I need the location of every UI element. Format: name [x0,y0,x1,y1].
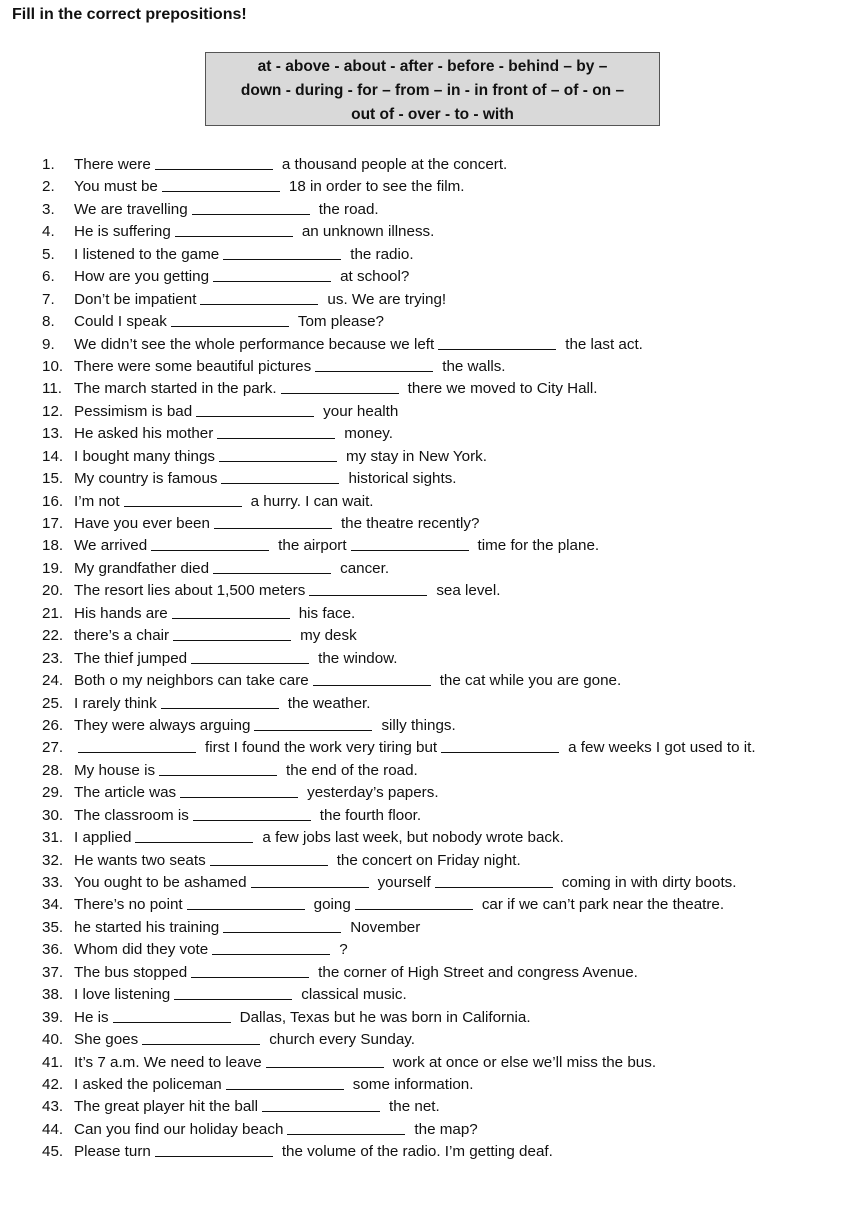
exercise-item [42,356,842,378]
exercise-item [42,244,842,266]
answer-blank[interactable] [124,492,242,507]
item-text: How are you getting [74,268,210,286]
item-text: The resort lies about 1,500 meters [74,582,306,600]
item-text: classical music. [301,986,407,1004]
item-number: 22. [42,627,64,645]
item-text: Can you find our holiday beach [74,1120,284,1138]
item-text: a few weeks I got used to it. [568,739,756,757]
answer-blank[interactable] [226,1075,344,1090]
item-text: ? [339,941,348,959]
item-text: The great player hit the ball [74,1098,259,1116]
item-text: It’s 7 a.m. We need to leave [74,1053,262,1071]
item-text: the road. [318,200,379,218]
item-text: the corner of High Street and congress Avenue. [318,963,638,981]
item-number: 37. [42,963,64,981]
item-number: 44. [42,1120,64,1138]
item-text: They were always arguing [74,716,251,734]
item-text: He asked his mother [74,425,214,443]
exercise-item [42,1029,842,1051]
item-text: yesterday’s papers. [307,784,439,802]
answer-blank[interactable] [251,873,369,888]
item-text: My house is [74,761,156,779]
item-text: the cat while you are gone. [439,672,622,690]
item-number: 29. [42,784,64,802]
item-text: the walls. [442,357,506,375]
answer-blank[interactable] [191,649,309,664]
item-text: Dallas, Texas but he was born in California. [239,1008,531,1026]
exercise-item [42,535,842,557]
item-text: a hurry. I can wait. [250,492,374,510]
answer-blank[interactable] [441,738,559,753]
item-text: We didn’t see the whole performance because we left [74,335,435,353]
item-number: 9. [42,335,55,353]
item-text: the theatre recently? [340,515,480,532]
worksheet-title: Fill in the correct prepositions! [12,6,247,23]
word-bank-line-2: down - during - for – from – in - in front of – of - on – [240,82,625,99]
item-text: there we moved to City Hall. [407,380,598,398]
item-text: some information. [352,1075,474,1093]
item-text: the window. [318,649,398,667]
item-text: the last act. [565,335,643,353]
answer-blank[interactable] [212,940,330,955]
exercise-item [42,670,842,692]
item-text: I asked the policeman [74,1075,222,1093]
item-text: my desk [300,627,357,645]
answer-blank[interactable] [213,559,331,574]
exercise-list [42,154,842,1164]
item-number: 28. [42,761,64,779]
item-text: Don’t be impatient [74,290,197,308]
answer-blank[interactable] [200,290,318,305]
item-text: sea level. [436,582,501,600]
answer-blank[interactable] [219,447,337,462]
item-text: the net. [389,1098,440,1116]
item-text: there’s a chair [74,627,170,645]
item-text: You ought to be ashamed [74,874,247,891]
item-text: Pessimism is bad [74,402,193,420]
exercise-item [42,715,842,737]
exercise-item [42,827,842,849]
exercise-item [42,1052,842,1074]
item-number: 30. [42,806,64,824]
answer-blank[interactable] [155,155,273,170]
exercise-item [42,378,842,400]
item-text: the weather. [287,694,371,712]
answer-blank[interactable] [254,716,372,731]
exercise-item [42,580,842,602]
exercise-item [42,872,842,894]
item-number: 6. [42,268,55,286]
item-text: I applied [74,829,132,847]
exercise-item [42,266,842,288]
item-text: I rarely think [74,694,157,712]
exercise-item [42,199,842,221]
answer-blank[interactable] [172,604,290,619]
answer-blank[interactable] [187,895,305,910]
item-number: 10. [42,357,64,375]
item-text: my stay in New York. [346,447,487,465]
exercise-item [42,693,842,715]
item-text: The bus stopped [74,963,188,981]
item-text: us. We are trying! [327,290,447,308]
answer-blank[interactable] [171,312,289,327]
answer-blank[interactable] [151,536,269,551]
item-text: work at once or else we’ll miss the bus. [392,1053,657,1071]
exercise-item [42,962,842,984]
exercise-item [42,782,842,804]
item-number: 2. [42,178,55,196]
answer-blank[interactable] [313,671,431,686]
item-number: 25. [42,694,64,712]
item-text: November [350,918,421,936]
item-text: 18 in order to see the film. [288,178,465,196]
answer-blank[interactable] [213,267,331,282]
item-text: at school? [340,268,410,286]
answer-blank[interactable] [223,918,341,933]
exercise-item [42,558,842,580]
item-text: the airport [278,537,347,555]
answer-blank[interactable] [210,851,328,866]
item-number: 43. [42,1098,64,1116]
exercise-item [42,894,842,916]
item-number: 38. [42,986,64,1004]
exercise-item [42,737,842,759]
item-text: Have you ever been [74,515,210,532]
exercise-item [42,289,842,311]
item-number: 8. [42,313,55,331]
item-text: your health [323,402,399,420]
item-number: 3. [42,200,55,218]
item-text: cancer. [340,559,390,577]
item-number: 26. [42,716,64,734]
answer-blank[interactable] [223,245,341,260]
item-text: the volume of the radio. I’m getting deaf. [281,1143,553,1161]
exercise-item [42,468,842,490]
item-text: money. [344,425,393,443]
item-text: I love listening [74,986,171,1004]
item-number: 11. [42,380,62,398]
exercise-item [42,984,842,1006]
item-text: historical sights. [348,470,457,488]
item-text: There were [74,156,151,173]
answer-blank[interactable] [217,424,335,439]
item-text: an unknown illness. [301,223,435,241]
answer-blank[interactable] [214,514,332,529]
item-number: 36. [42,941,64,959]
item-number: 4. [42,223,55,241]
item-number: 45. [42,1143,64,1161]
exercise-item [42,939,842,961]
answer-blank[interactable] [281,379,399,394]
exercise-item [42,917,842,939]
exercise-item [42,1119,842,1141]
answer-blank[interactable] [161,694,279,709]
answer-blank[interactable] [192,200,310,215]
answer-blank[interactable] [262,1097,380,1112]
item-number: 35. [42,918,64,936]
exercise-item [42,401,842,423]
answer-blank[interactable] [287,1120,405,1135]
item-text: Could I speak [74,313,167,331]
item-text: We arrived [74,537,148,555]
item-text: He wants two seats [74,851,206,869]
item-text: the map? [414,1120,478,1138]
item-number: 42. [42,1075,64,1093]
exercise-item [42,423,842,445]
item-number: 31. [42,829,64,847]
answer-blank[interactable] [78,738,196,753]
item-text: My country is famous [74,470,218,488]
item-number: 5. [42,245,55,263]
item-text: the radio. [350,245,414,263]
exercise-item [42,805,842,827]
item-text: The classroom is [74,806,189,824]
answer-blank[interactable] [173,626,291,641]
exercise-item [42,1074,842,1096]
item-text: My grandfather died [74,559,210,577]
item-number: 18. [42,537,64,555]
item-text: The thief jumped [74,649,188,667]
answer-blank[interactable] [355,895,473,910]
exercise-item [42,446,842,468]
item-text: He is suffering [74,223,171,241]
exercise-item [42,513,842,535]
item-text: The article was [74,784,177,802]
item-number: 7. [42,290,55,308]
exercise-item [42,625,842,647]
item-number: 33. [42,874,64,891]
item-number: 19. [42,559,64,577]
item-text: His hands are [74,604,168,622]
exercise-item [42,760,842,782]
item-text: Please turn [74,1143,151,1161]
answer-blank[interactable] [113,1008,231,1023]
item-text: Tom please? [297,313,384,331]
item-number: 24. [42,672,64,690]
word-bank-box [205,52,660,126]
exercise-item [42,850,842,872]
item-text: Both o my neighbors can take care [74,672,309,690]
answer-blank[interactable] [266,1053,384,1068]
item-text: time for the plane. [477,537,600,555]
item-number: 41. [42,1053,64,1071]
item-text: his face. [298,604,356,622]
item-text: the concert on Friday night. [336,851,521,869]
word-bank-line-3: out of - over - to - with [351,106,514,123]
item-number: 34. [42,896,64,914]
item-text: I listened to the game [74,245,220,263]
item-text: yourself [377,874,431,891]
item-text: car if we can’t park near the theatre. [481,896,725,914]
item-text: a few jobs last week, but nobody wrote back. [262,829,564,847]
exercise-item [42,154,842,176]
answer-blank[interactable] [196,402,314,417]
answer-blank[interactable] [180,783,298,798]
item-number: 12. [42,402,64,420]
exercise-item [42,491,842,513]
item-number: 27. [42,739,64,757]
item-text: silly things. [381,716,456,734]
exercise-item [42,603,842,625]
item-number: 40. [42,1031,64,1049]
item-number: 16. [42,492,64,510]
word-bank-line-1: at - above - about - after - before - behind – by – [257,58,608,75]
answer-blank[interactable] [162,177,280,192]
answer-blank[interactable] [438,335,556,350]
item-text: going [313,896,351,914]
item-text: He is [74,1008,109,1026]
item-text: he started his training [74,918,220,936]
item-number: 17. [42,515,64,532]
exercise-item [42,334,842,356]
answer-blank[interactable] [309,581,427,596]
item-number: 39. [42,1008,64,1026]
item-text: She goes [74,1031,139,1049]
item-text: a thousand people at the concert. [281,156,508,173]
exercise-item [42,648,842,670]
answer-blank[interactable] [221,469,339,484]
answer-blank[interactable] [315,357,433,372]
item-text: the fourth floor. [319,806,422,824]
item-text: There’s no point [74,896,183,914]
exercise-item [42,1096,842,1118]
item-number: 1. [42,156,55,173]
exercise-item [42,176,842,198]
item-text: Whom did they vote [74,941,209,959]
item-text: We are travelling [74,200,188,218]
item-number: 23. [42,649,64,667]
item-text: The march started in the park. [74,380,277,398]
answer-blank[interactable] [135,828,253,843]
item-text: the end of the road. [286,761,418,779]
exercise-item [42,221,842,243]
exercise-item [42,1007,842,1029]
answer-blank[interactable] [435,873,553,888]
exercise-item [42,311,842,333]
item-text: You must be [74,178,158,196]
item-text: coming in with dirty boots. [561,874,737,891]
item-number: 21. [42,604,64,622]
exercise-item [42,1141,842,1163]
item-text: I bought many things [74,447,215,465]
item-text: first I found the work very tiring but [205,739,438,757]
item-number: 32. [42,851,64,869]
item-number: 20. [42,582,64,600]
item-number: 14. [42,447,64,465]
answer-blank[interactable] [159,761,277,776]
answer-blank[interactable] [351,536,469,551]
answer-blank[interactable] [191,963,309,978]
answer-blank[interactable] [193,806,311,821]
answer-blank[interactable] [175,222,293,237]
item-text: church every Sunday. [269,1031,415,1049]
answer-blank[interactable] [142,1030,260,1045]
item-number: 15. [42,470,64,488]
item-text: I’m not [74,492,120,510]
answer-blank[interactable] [155,1142,273,1157]
answer-blank[interactable] [174,985,292,1000]
item-number: 13. [42,425,64,443]
item-text: There were some beautiful pictures [74,357,312,375]
